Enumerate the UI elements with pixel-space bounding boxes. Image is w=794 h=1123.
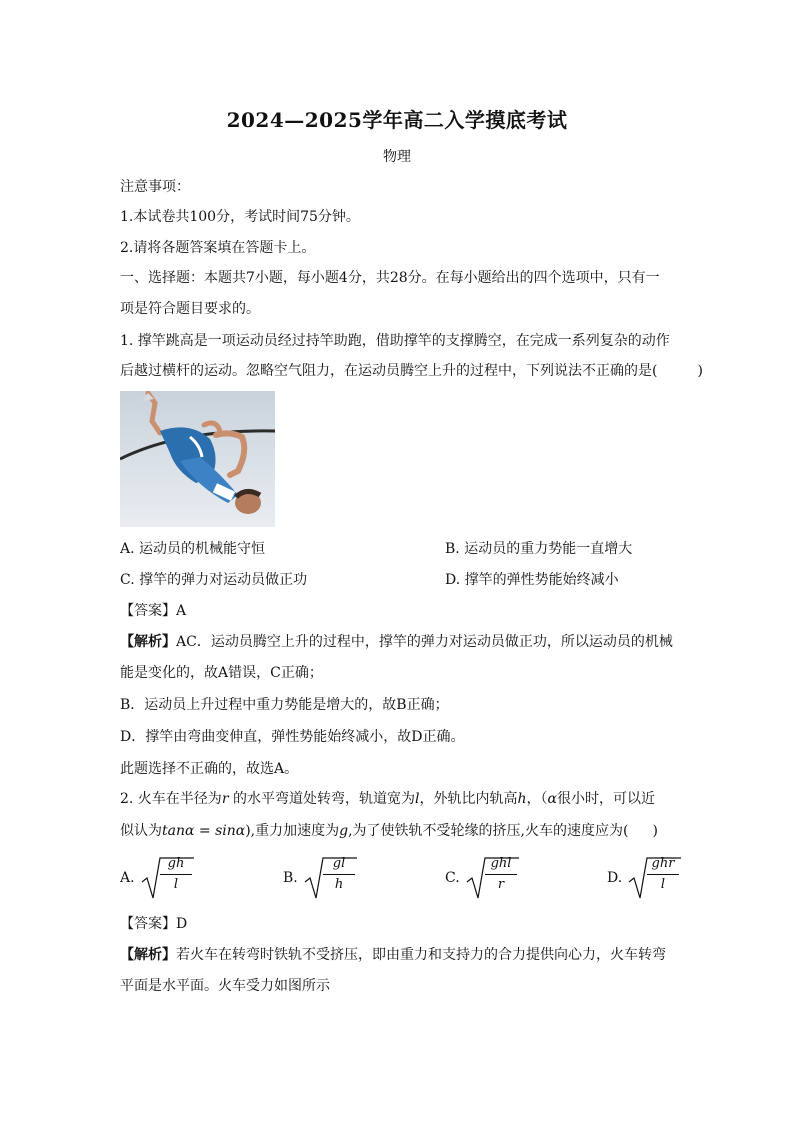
q2-analysis-line-1	[120, 945, 666, 965]
notes-item-2: 2.请将各题答案填在答题卡上。	[120, 240, 316, 256]
section-heading-line-1: 一、选择题：本题共7小题，每小题4分，共28分。在每小题给出的四个选项中，只有一	[120, 270, 660, 286]
q2-option-a-numerator: gh	[167, 856, 185, 871]
q2-analysis-text-1: 若火车在转弯时铁轨不受挤压，即由重力和支持力的合力提供向心力，火车转弯	[176, 947, 666, 963]
q2-option-a-fraction	[160, 856, 192, 893]
q1-stem-line-1: 1. 撑竿跳高是一项运动员经过持竿助跑，借助撑竿的支撑腾空，在完成一系列复杂的动作	[120, 333, 670, 349]
var-r: r	[221, 791, 229, 807]
q1-option-a: A. 运动员的机械能守恒	[120, 541, 266, 557]
q1-analysis-line-3: B．运动员上升过程中重力势能是增大的，故B正确；	[120, 697, 449, 713]
q2-stem-text-b: 的水平弯道处转弯，轨道宽为	[232, 791, 415, 807]
q2-stem-bracket: )	[652, 823, 658, 839]
q1-analysis-line-2: 能是变化的，故A错误，C正确；	[120, 665, 323, 681]
q2-option-d-denominator: l	[660, 877, 666, 892]
q2-analysis-line-2: 平面是水平面。火车受力如图所示	[120, 978, 330, 994]
notes-item-1: 1.本试卷共100分，考试时间75分钟。	[120, 209, 360, 225]
q2-stem-text-e: 很小时，可以近	[556, 791, 655, 807]
q2-option-b-fraction	[323, 856, 355, 893]
q1-option-c: C. 撑竿的弹力对运动员做正功	[120, 572, 308, 588]
q2-option-d-numerator: ghr	[651, 856, 675, 871]
q2-stem-line-1	[120, 789, 655, 809]
q1-stem-line-2	[120, 361, 703, 381]
q2-stem-text-g: ),重力加速度为	[245, 823, 340, 839]
q1-answer: 【答案】A	[120, 603, 187, 619]
q1-analysis-line-5: 此题选择不正确的，故选A。	[120, 761, 299, 777]
var-g: g	[339, 823, 349, 839]
q2-option-c-denominator: r	[497, 877, 505, 892]
exam-title: 2024—2025学年高二入学摸底考试	[226, 108, 568, 132]
q2-option-a-denominator: l	[173, 877, 179, 892]
q2-option-d-fraction	[647, 856, 679, 893]
q2-stem-text-h: ,为了使铁轨不受轮缘的挤压,火车的速度应为(	[348, 823, 629, 839]
q2-option-c-label: C.	[445, 870, 460, 886]
q2-formula: tanα = sinα	[162, 823, 246, 839]
q2-analysis-label: 【解析】	[120, 947, 176, 963]
q2-option-b-numerator: gl	[332, 856, 346, 871]
q2-option-a-label: A.	[120, 870, 135, 886]
q1-analysis-text-1: AC．运动员腾空上升的过程中，撑竿的弹力对运动员做正功，所以运动员的机械	[176, 634, 673, 650]
notes-heading: 注意事项：	[120, 179, 190, 195]
q2-stem-text-d: ，（	[526, 791, 548, 807]
q2-stem-text-a: 2. 火车在半径为	[120, 791, 222, 807]
q1-analysis-line-1	[120, 632, 673, 652]
var-h: h	[517, 791, 527, 807]
q2-option-d-label: D.	[607, 870, 623, 886]
q1-stem-bracket: )	[697, 363, 703, 379]
q2-stem-text-f: 似认为	[120, 823, 162, 839]
q1-option-d: D. 撑竿的弹性势能始终减小	[445, 572, 619, 588]
var-l: l	[414, 791, 420, 807]
q2-answer: 【答案】D	[120, 916, 188, 932]
q1-analysis-line-4: D．撑竿由弯曲变伸直，弹性势能始终减小，故D正确。	[120, 729, 465, 745]
q1-option-b: B. 运动员的重力势能一直增大	[445, 541, 633, 557]
pole-vault-photo	[120, 391, 275, 527]
exam-subject: 物理	[383, 149, 411, 165]
section-heading-line-2: 项是符合题目要求的。	[120, 301, 260, 317]
q2-option-c-numerator: ghl	[490, 856, 512, 871]
q2-option-c-fraction	[485, 856, 517, 893]
q2-option-b-label: B.	[283, 870, 298, 886]
q1-analysis-label: 【解析】	[120, 634, 176, 650]
q2-stem-text-c: ，外轨比内轨高	[419, 791, 518, 807]
q2-stem-line-2	[120, 821, 658, 841]
var-alpha: α	[547, 791, 557, 807]
q1-stem-text: 后越过横杆的运动。忽略空气阻力，在运动员腾空上升的过程中，下列说法不正确的是(	[120, 363, 658, 379]
q2-option-b-denominator: h	[334, 877, 344, 892]
